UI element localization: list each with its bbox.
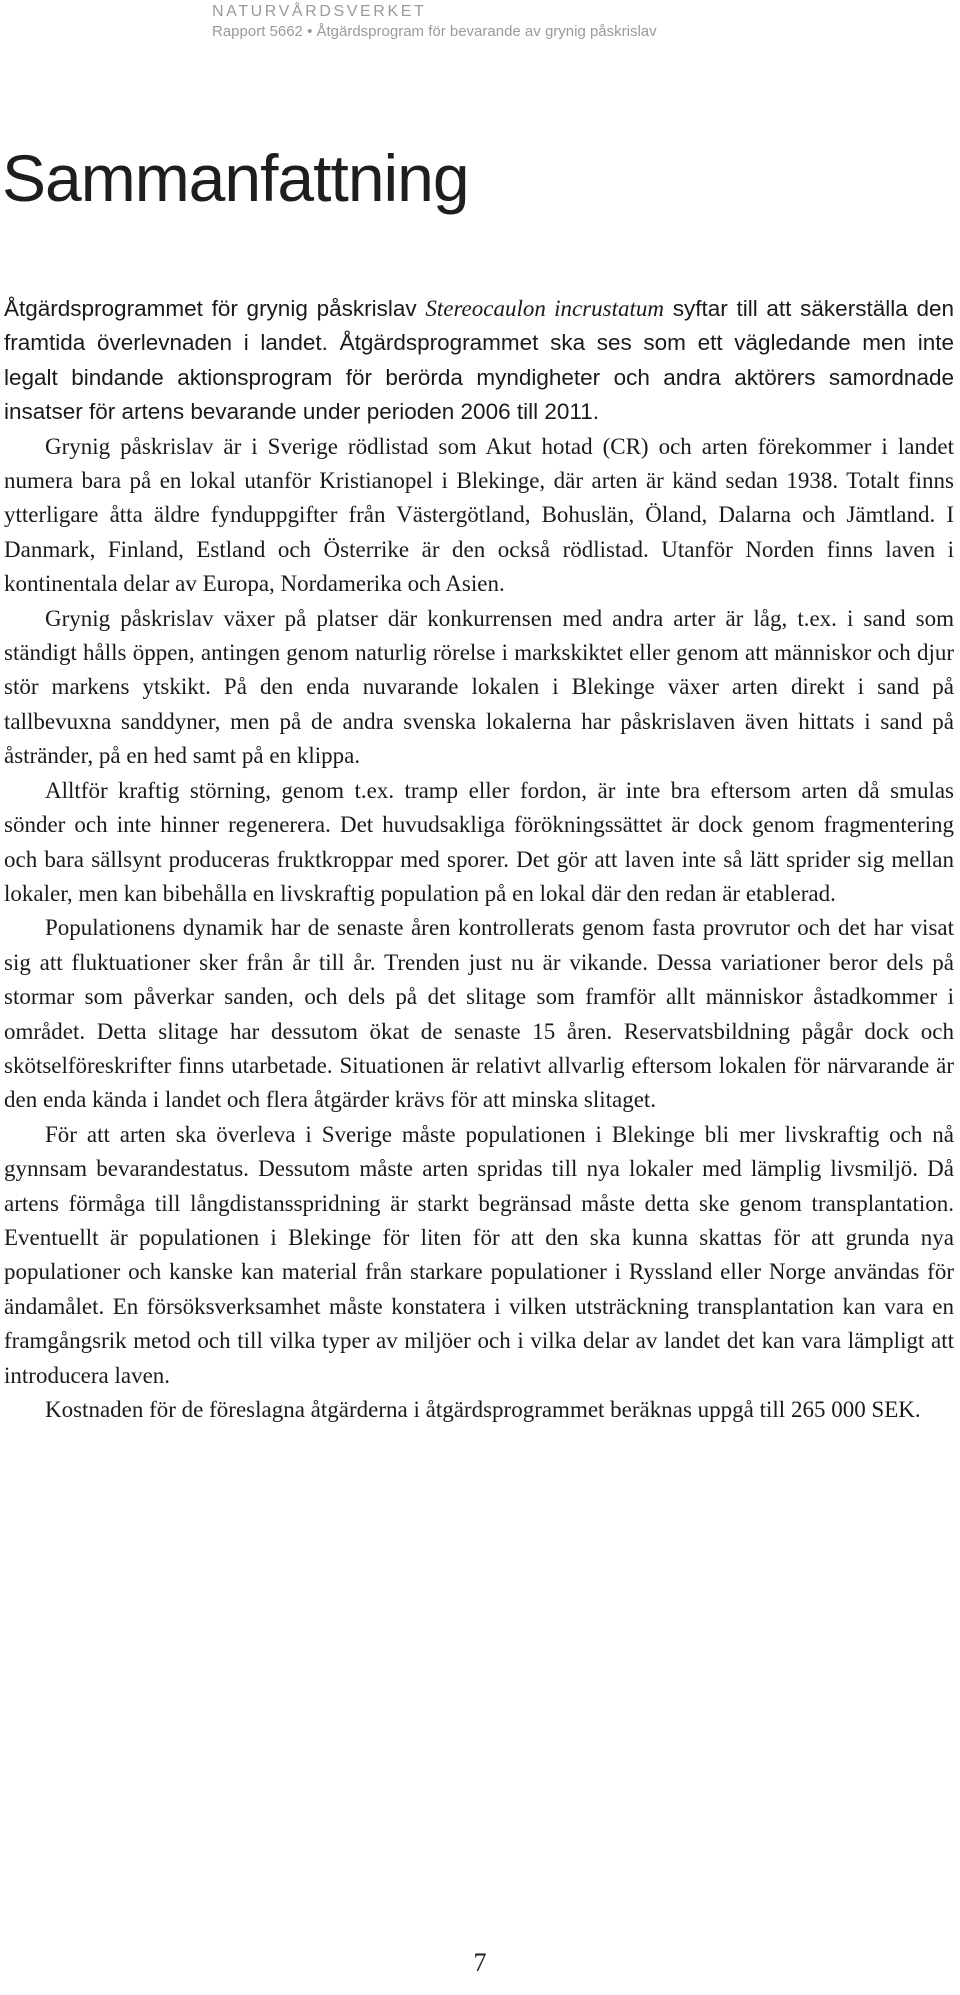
species-name: Stereocaulon incrustatum bbox=[425, 296, 664, 321]
paragraph-cost: Kostnaden för de föreslagna åtgärderna i åtgärdsprogrammet beräknas uppgå till 265 000 SEK. bbox=[45, 1397, 921, 1422]
paragraph-intro-end: syftar till att säkerställa den framtida överlevnaden i landet. Åtgärdsprogrammet ska ses som ett vägledande men inte legalt bindande aktionsprogram för berörda myndigheter och andra aktörers samordnade insatser för artens bevarande under perioden 2006 till 2011. bbox=[4, 296, 954, 425]
paragraph-status: Grynig påskrislav är i Sverige rödlistad som Akut hotad (CR) och arten förekommer i landet numera bara på en lokal utanför Kristianopel i Blekinge, där arten är känd sedan 1938. Totalt finns ytterligare åtta äldre fynduppgifter från Västergötland, Bohuslän, Öland, Dalarna och Jämtland. I Danmark, Finland, Estland och Österrike är den också rödlistad. Utanför Norden finns laven i kontinentala delar av Europa, Nordamerika och Asien. bbox=[4, 433, 954, 597]
organization-name: NATURVÅRDSVERKET bbox=[212, 3, 427, 20]
report-title-line: Rapport 5662 • Åtgärdsprogram för bevarande av grynig påskrislav bbox=[212, 23, 657, 40]
paragraph-habitat: Grynig påskrislav växer på platser där konkurrensen med andra arter är låg, t.ex. i sand som ständigt hålls öppen, antingen genom naturlig rörelse i markskiktet eller genom att människor och djur stör markens ytskikt. På den enda nuvarande lokalen i Blekinge växer arten direkt i sand på tallbevuxna sanddyner, men på de andra svenska lokalerna har påskrislaven även hittats i sand på åstränder, på en hed samt på en klippa. bbox=[4, 605, 954, 769]
paragraph-disturbance: Alltför kraftig störning, genom t.ex. tramp eller fordon, är inte bra eftersom arten då smulas sönder och inte hinner regenerera. Det huvudsakliga förökningssättet är dock genom fragmentering och bara sällsynt produceras fruktkroppar med sporer. Det gör att laven inte så lätt sprider sig mellan lokaler, men kan bibehålla en livskraftig population på en lokal där den redan är etablerad. bbox=[4, 777, 954, 906]
paragraph-intro bbox=[4, 292, 954, 430]
page-number: 7 bbox=[473, 1948, 487, 1977]
paragraph-population-dynamics: Populationens dynamik har de senaste åren kontrollerats genom fasta provrutor och det har visat sig att fluktuationer sker från år till år. Trenden just nu är vikande. Dessa variationer beror dels på stormar som påverkar sanden, och dels på det slitage som framför allt människor åstadkommer i området. Detta slitage har dessutom ökat de senaste 15 åren. Reservatsbildning pågår dock och skötselföreskrifter finns utarbetade. Situationen är relativt allvarlig eftersom lokalen för närvarande är den enda kända i landet och flera åtgärder krävs för att minska slitaget. bbox=[4, 915, 954, 1113]
paragraph-measures: För att arten ska överleva i Sverige måste populationen i Blekinge bli mer livskraftig och nå gynnsam bevarandestatus. Dessutom måste arten spridas till nya lokaler med lämplig livsmiljö. Då artens förmåga till långdistansspridning är starkt begränsad måste detta ske genom transplantation. Eventuellt är populationen i Blekinge för liten för att den ska kunna skattas för att grunda nya populationer och kanske kan material från starkare populationer i Ryssland eller Norge användas för ändamålet. En försöksverksamhet måste konstatera i vilken utsträckning transplantation kan vara en framgångsrik metod och till vilka typer av miljöer och i vilka delar av landet det kan vara lämpligt att introducera laven. bbox=[4, 1121, 954, 1388]
paragraph-intro-start: Åtgärdsprogrammet för grynig påskrislav bbox=[4, 296, 426, 321]
page-title: Sammanfattning bbox=[2, 141, 469, 215]
running-header bbox=[212, 2, 657, 41]
summary-body bbox=[4, 292, 954, 1427]
